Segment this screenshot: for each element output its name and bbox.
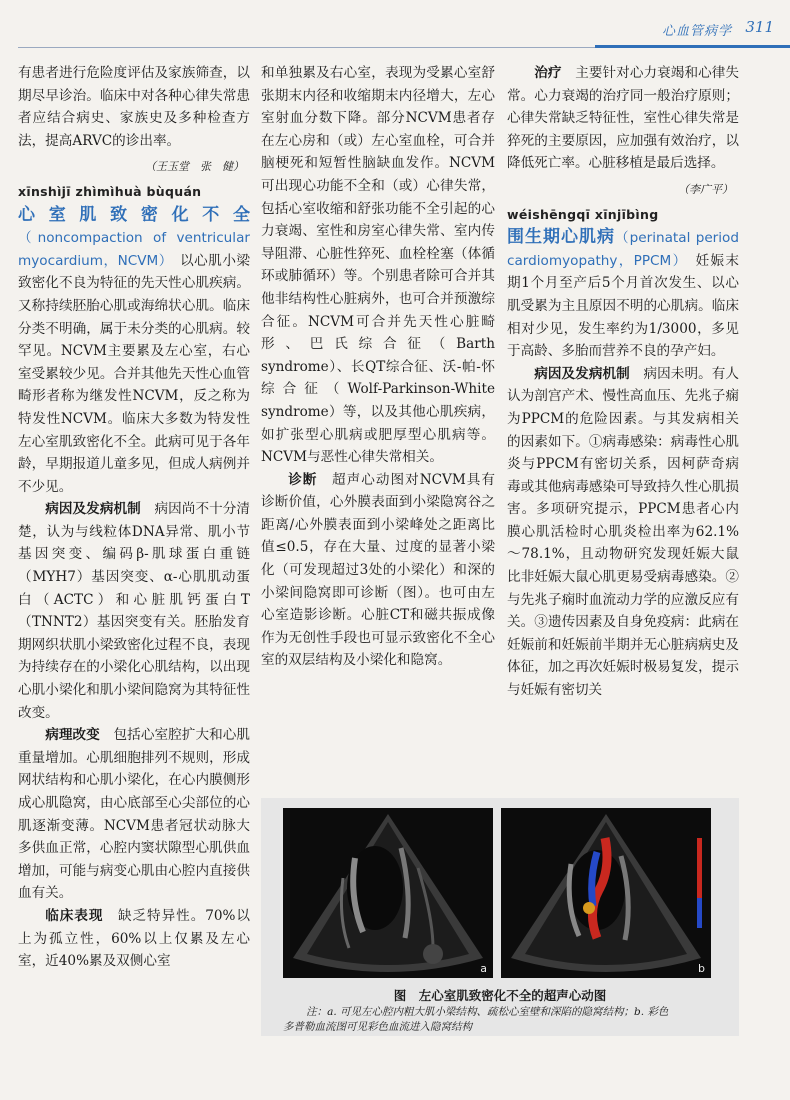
ncvm-pathology-text: 包括心室腔扩大和心肌重量增加。心肌细胞排列不规则，形成网状结构和心肌小梁化，在心内膜侧形成心肌隐窝，由心底部至心尖部位的心肌逐渐变薄。NCVM患者冠状动脉大多供血正常，心腔内窦状隙型心肌供血增加，可能与病变心肌由心腔内直接供血有关。 <box>18 727 251 902</box>
col2-continuation: 和单独累及右心室，表现为受累心室舒张期末内径和收缩期末内径增大，左心室射血分数下降。部分NCVM患者存在左心房和（或）左心室血栓，可合并脑梗死和短暂性脑缺血发作。NCVM可出现心功能不全和（或）心律失常，包括心室收缩和舒张功能不全引起的心力衰竭、室性和房室心律失常、室内传导阻滞、心脏性猝死、血栓栓塞（体循环或肺循环）等。个别患者除可合并其他非结构性心脏病外，也可合并预激综合征。NCVM可合并先天性心脏畸形、巴氏综合征（Barth syndrome）、长QT综合征、沃-帕-怀综合征（Wolf-Parkinson-White syndrome）等，以及其他心肌疾病，如扩张型心肌病或肥厚型心肌病等。NCVM与恶性心律失常相关。 <box>261 65 495 466</box>
ncvm-etiology <box>18 498 250 724</box>
figure-note-line1: 注：a. 可见左心腔内粗大肌小梁结构、疏松心室壁和深陷的隐窝结构；b. 彩色 <box>306 1006 669 1018</box>
ncvm-etiology-head: 病因及发病机制 <box>45 501 141 518</box>
column-1 <box>18 62 250 973</box>
echo-image-a <box>283 808 493 978</box>
ncvm-clinical-head: 临床表现 <box>45 907 104 924</box>
entry-title-ncvm: 心室肌致密化不全 <box>18 204 250 225</box>
col3-author: （李广平） <box>678 182 733 196</box>
echo-sector-b <box>501 808 711 978</box>
entry-english-ppcm: （perinatal period cardiomyopathy，PPCM） <box>507 230 739 269</box>
page-header <box>0 0 790 52</box>
echo-image-b <box>501 808 711 978</box>
column-2 <box>261 62 495 672</box>
ncvm-treatment-head: 治疗 <box>534 65 562 81</box>
entry-ppcm <box>507 226 739 363</box>
ppcm-etiology <box>507 363 739 702</box>
figure-note-line2: 多普勒血流图可见彩色血流进入隐窝结构 <box>283 1021 472 1033</box>
ncvm-clinical-text: 缺乏特异性。70%以上为孤立性，60%以上仅累及左心室，近40%累及双侧心室 <box>18 907 251 970</box>
figure-note <box>283 1005 723 1035</box>
ppcm-etiology-head: 病因及发病机制 <box>534 365 630 382</box>
ncvm-diagnosis <box>261 469 495 672</box>
ncvm-diagnosis-head: 诊断 <box>288 471 318 488</box>
col1-author: （王玉堂 张 健） <box>145 160 244 174</box>
column-3 <box>507 62 739 702</box>
page-number: 311 <box>745 18 774 36</box>
running-title: 心血管病学 <box>661 24 732 39</box>
ppcm-etiology-text: 病因未明。有人认为剖宫产术、慢性高血压、先兆子痫为PPCM的危险因素。与其发病相关的因素如下。①病毒感染：病毒性心肌炎与PPCM有密切关系，因柯萨奇病毒或其他病毒感染可导致持久性心肌损害。多项研究提示，PPCM患者心内膜心肌活检时心肌炎检出率为62.1%～78.1%，且动物研究发现妊娠大鼠比非妊娠大鼠心肌更易受病毒感染。②与先兆子痫时血流动力学的应激反应有关。③遗传因素及自身免疫病：此病在妊娠前和妊娠前半期并无心脏病病史及体征，加之再次妊娠时极易复发，提示与妊娠有密切关 <box>507 365 740 699</box>
entry-pinyin-ppcm: wéishēngqī xīnjībìng <box>507 206 659 222</box>
label-b: b <box>698 962 705 975</box>
ncvm-etiology-text: 病因尚不十分清楚，认为与线粒体DNA异常、肌小节基因突变、编码β-肌球蛋白重链（MYH7）基因突变、α-心肌肌动蛋白（ACTC）和心脏肌钙蛋白T（TNNT2）基因突变有关。胚胎发育期网织状肌小梁致密化过程不良，表现为持续存在的小梁化心肌结构，以出现心肌小梁化和肌小梁间隐窝为其特征性改变。 <box>18 501 251 721</box>
entry-english-ncvm: （noncompaction of ventricular myocardium，NCVM） <box>18 230 250 269</box>
entry-title-ppcm: 围生期心肌病 <box>507 227 616 248</box>
ncvm-pathology <box>18 724 250 905</box>
entry-def-ppcm: 妊娠末期1个月至产后5个月首次发生、以心肌受累为主且原因不明的心肌病。临床相对少见，发生率约为1/3000，多见于高龄、多胎而营养不良的孕产妇。 <box>507 252 739 360</box>
ncvm-diagnosis-text: 超声心动图对NCVM具有诊断价值，心外膜表面到小梁隐窝谷之距离/心外膜表面到小梁峰处之距离比值≤0.5，存在大量、过度的显著小梁化（可发现超过3处的小梁化）和深的小梁间隐窝即可诊断（图）。也可由左心室造影诊断。心脏CT和磁共振成像作为无创性手段也可显示致密化不全心室的双层结构及小梁化和隐窝。 <box>261 471 496 669</box>
ncvm-clinical <box>18 905 250 973</box>
header-accent-bar <box>595 45 790 48</box>
echo-sector-a <box>283 808 493 978</box>
ncvm-treatment <box>507 62 739 175</box>
entry-pinyin-ncvm: xīnshìjī zhìmìhuà bùquán <box>18 183 202 199</box>
label-a: a <box>480 962 487 975</box>
entry-ncvm <box>18 204 250 499</box>
entry-def-ncvm: 以心肌小梁致密化不良为特征的先天性心肌疾病。又称持续胚胎心肌或海绵状心肌。临床分类不明确，属于未分类的心肌病。较罕见。NCVM主要累及左心室，右心室受累较少见。合并其他先天性心血管畸形者称为继发性NCVM，反之称为特发性NCVM。临床大多数为特发性左心室肌致密化不全。此病可见于各年龄，早期报道儿童多见，但成人病例并不少见。 <box>18 252 251 495</box>
ncvm-pathology-head: 病理改变 <box>45 727 100 744</box>
echocardiogram-figure <box>261 798 739 1036</box>
figure-caption: 图 左心室肌致密化不全的超声心动图 <box>393 988 607 1003</box>
col1-intro: 有患者进行危险度评估及家族筛查，以期尽早诊治。临床中对各种心律失常患者应结合病史、家族史及多种检查方法，提高ARVC的诊出率。 <box>18 65 250 149</box>
ncvm-treatment-text: 主要针对心力衰竭和心律失常。心力衰竭的治疗同一般治疗原则；心律失常缺乏特征性，室性心律失常是猝死的主要原因，应加强有效治疗，以降低死亡率。心脏移植是最后选择。 <box>507 65 740 172</box>
